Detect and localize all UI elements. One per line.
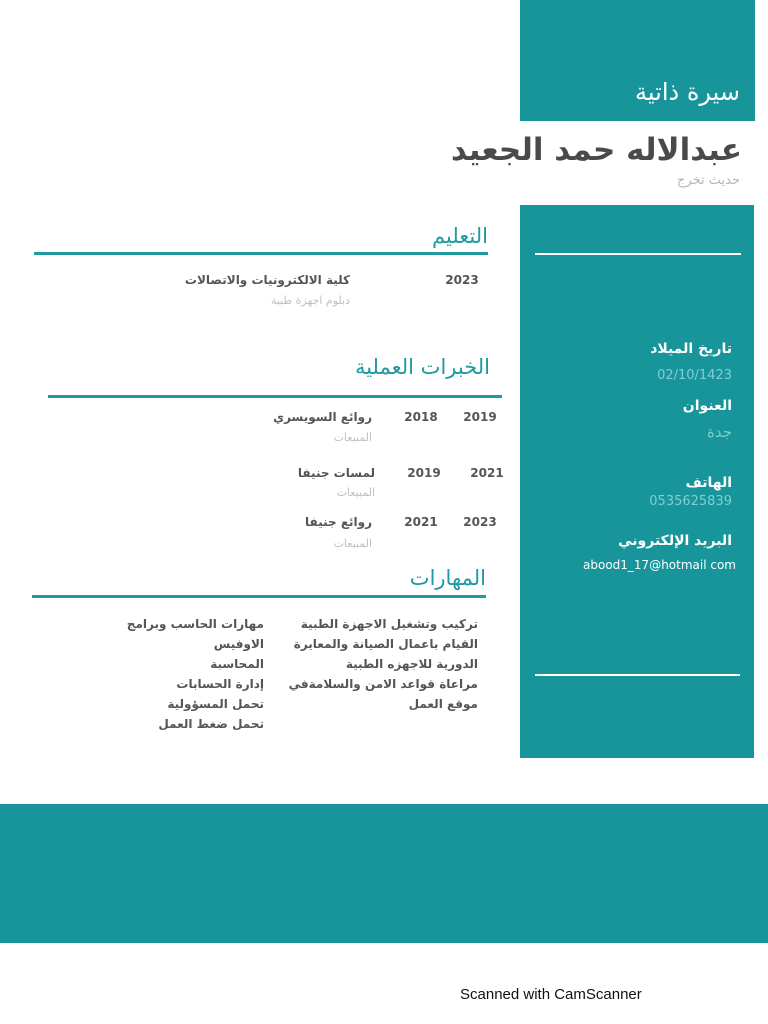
experience-1-from-year: 2018	[404, 410, 438, 424]
skill-item: تركيب وتشغيل الاجهزة الطبية	[300, 617, 478, 631]
experience-1-to-year: 2019	[463, 410, 497, 424]
education-detail: دبلوم اجهزة طبية	[270, 294, 350, 307]
experience-heading: الخبرات العملية	[354, 355, 490, 379]
skill-item: تحمل المسؤولية	[167, 697, 264, 711]
birth-date-label: تاريخ الميلاد	[650, 341, 732, 357]
experience-2-company: لمسات جنيفا	[297, 466, 375, 480]
skills-heading: المهارات	[409, 566, 486, 590]
experience-2-to-year: 2021	[470, 466, 504, 480]
skill-item: القيام باعمال الصيانة والمعايرة	[293, 637, 478, 651]
education-heading: التعليم	[432, 224, 488, 248]
cv-title: سيرة ذاتية	[635, 78, 740, 106]
person-name: عبدالاله حمد الجعيد	[450, 132, 742, 168]
scanner-watermark: Scanned with CamScanner	[460, 986, 642, 1003]
person-subtitle: حديث تخرج	[677, 173, 740, 188]
skill-item: تحمل ضغط العمل	[158, 717, 264, 731]
education-underline	[34, 252, 488, 255]
email-label: البريد الإلكتروني	[618, 533, 732, 549]
address-value: جدة	[706, 423, 732, 441]
email-value: abood1_17@hotmail com	[583, 558, 736, 572]
skill-item: مهارات الحاسب وبرامج	[126, 617, 264, 631]
experience-3-from-year: 2021	[404, 515, 438, 529]
experience-1-company: روائع السويسري	[273, 410, 372, 424]
experience-2-role: المبيعات	[336, 486, 375, 499]
experience-3-role: المبيعات	[333, 537, 372, 550]
education-year: 2023	[445, 273, 479, 287]
skill-item: الدورية للاجهزه الطبية	[345, 657, 478, 671]
skills-left-column	[100, 614, 264, 734]
experience-1-role: المبيعات	[333, 431, 372, 444]
experience-2-from-year: 2019	[407, 466, 441, 480]
education-institution: كلية الالكترونيات والاتصالات	[184, 273, 350, 287]
sidebar-divider-top	[535, 253, 741, 255]
skill-item: الاوفيس	[213, 637, 264, 651]
experience-3-to-year: 2023	[463, 515, 497, 529]
skills-right-column	[270, 614, 478, 714]
experience-3-company: روائع جنيفا	[305, 515, 372, 529]
phone-value: 0535625839	[649, 494, 732, 509]
phone-label: الهاتف	[685, 475, 732, 491]
skill-item: مراعاة قواعد الامن والسلامةفي	[288, 677, 478, 691]
address-label: العنوان	[682, 398, 732, 414]
skill-item: موقع العمل	[408, 697, 478, 711]
skill-item: المحاسبة	[210, 657, 264, 671]
sidebar-divider-bottom	[535, 674, 740, 676]
skill-item: إدارة الحسابات	[176, 677, 264, 691]
birth-date-value: 02/10/1423	[657, 368, 732, 383]
footer-band	[0, 804, 768, 943]
skills-underline	[32, 595, 486, 598]
experience-underline	[48, 395, 502, 398]
